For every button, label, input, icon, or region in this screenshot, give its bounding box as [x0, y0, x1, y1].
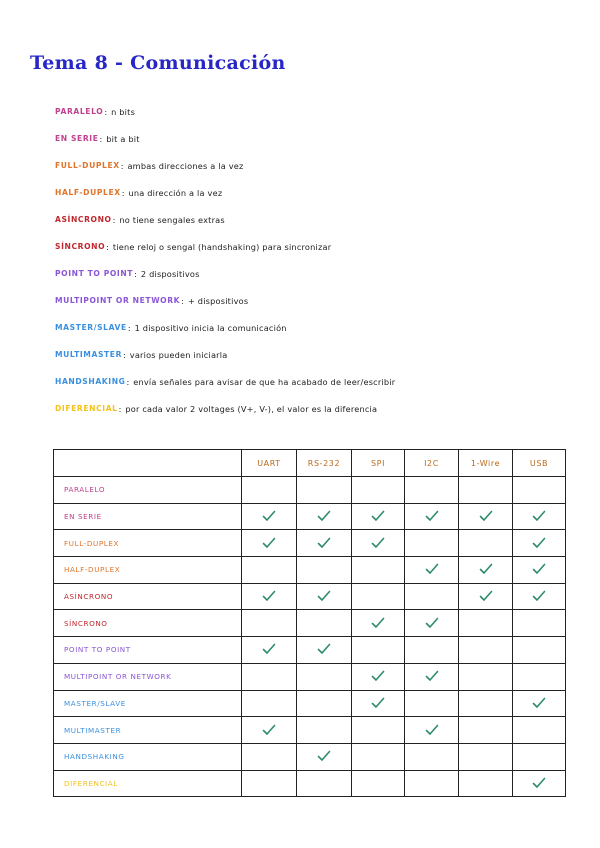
definition-term: MULTIMASTER — [55, 350, 123, 359]
definition-description: + dispositivos — [187, 295, 249, 306]
checkmark-icon — [425, 507, 439, 519]
table-corner-cell — [54, 450, 242, 477]
table-row — [54, 690, 566, 717]
table-cell — [242, 717, 297, 744]
table-cell — [297, 477, 352, 504]
definition-separator: : — [120, 160, 124, 171]
table-cell — [297, 663, 352, 690]
table-cell — [242, 557, 297, 584]
checkmark-icon — [532, 694, 546, 706]
row-label: ASÍNCRONO — [54, 583, 242, 610]
table-cell — [513, 743, 566, 770]
checkmark-icon — [371, 534, 385, 546]
definition-term: FULL-DUPLEX — [55, 161, 120, 170]
checkmark-icon — [317, 587, 331, 599]
definition-separator: : — [104, 106, 108, 117]
definition-item — [55, 179, 575, 206]
table-cell — [459, 583, 513, 610]
table-cell — [459, 503, 513, 530]
checkmark-icon — [532, 534, 546, 546]
table-cell — [405, 530, 459, 557]
table-cell — [405, 690, 459, 717]
table-cell — [242, 770, 297, 797]
table-cell — [405, 663, 459, 690]
checkmark-icon — [262, 534, 276, 546]
table-cell — [405, 637, 459, 664]
checkmark-icon — [532, 507, 546, 519]
checkmark-icon — [262, 507, 276, 519]
table-cell — [352, 717, 405, 744]
table-cell — [297, 717, 352, 744]
table-cell — [513, 610, 566, 637]
checkmark-icon — [479, 507, 493, 519]
table-cell — [405, 743, 459, 770]
table-cell — [297, 530, 352, 557]
definition-description: ambas direcciones a la vez — [127, 160, 244, 171]
definition-item — [55, 233, 575, 260]
definition-separator: : — [127, 322, 131, 333]
table-cell — [513, 663, 566, 690]
table-cell — [352, 477, 405, 504]
column-header: SPI — [352, 450, 405, 477]
table-cell — [513, 637, 566, 664]
table-cell — [242, 663, 297, 690]
table-cell — [297, 503, 352, 530]
checkmark-icon — [371, 614, 385, 626]
definition-term: DIFERENCIAL — [55, 404, 118, 413]
definition-separator: : — [112, 214, 116, 225]
table-cell — [513, 557, 566, 584]
table-cell — [513, 583, 566, 610]
table-cell — [352, 690, 405, 717]
definition-term: ASÍNCRONO — [55, 215, 112, 224]
row-label: HALF-DUPLEX — [54, 557, 242, 584]
table-cell — [513, 477, 566, 504]
checkmark-icon — [371, 667, 385, 679]
table-row — [54, 717, 566, 744]
definition-description: 1 dispositivo inicia la comunicación — [134, 322, 287, 333]
checkmark-icon — [532, 560, 546, 572]
table-cell — [459, 530, 513, 557]
table-cell — [459, 663, 513, 690]
definition-separator: : — [181, 295, 184, 306]
definition-separator: : — [121, 187, 125, 198]
definition-description: no tiene sengales extras — [119, 214, 225, 225]
definition-separator: : — [123, 349, 126, 360]
definition-separator: : — [126, 376, 130, 387]
table-cell — [352, 610, 405, 637]
row-label: MASTER/SLAVE — [54, 690, 242, 717]
table-cell — [242, 743, 297, 770]
row-label: SÍNCRONO — [54, 610, 242, 637]
table-row — [54, 477, 566, 504]
table-row — [54, 610, 566, 637]
definition-description: n bits — [111, 106, 136, 117]
table-cell — [297, 690, 352, 717]
definition-separator: : — [118, 403, 122, 414]
row-label: FULL-DUPLEX — [54, 530, 242, 557]
table-cell — [352, 530, 405, 557]
definition-term: EN SERIE — [55, 134, 99, 143]
table-cell — [297, 583, 352, 610]
table-cell — [513, 530, 566, 557]
table-cell — [405, 583, 459, 610]
table-cell — [459, 477, 513, 504]
table-body — [54, 477, 566, 797]
definition-term: PARALELO — [55, 107, 104, 116]
table-cell — [513, 690, 566, 717]
row-label: EN SERIE — [54, 503, 242, 530]
checkmark-icon — [479, 587, 493, 599]
row-label: DIFERENCIAL — [54, 770, 242, 797]
checkmark-icon — [262, 640, 276, 652]
checkmark-icon — [371, 694, 385, 706]
table-row — [54, 637, 566, 664]
definition-separator: : — [106, 241, 109, 252]
checkmark-icon — [425, 721, 439, 733]
definition-description: bit a bit — [106, 133, 140, 144]
table-row — [54, 530, 566, 557]
definition-item — [55, 314, 575, 341]
table-cell — [459, 637, 513, 664]
checkmark-icon — [317, 507, 331, 519]
table-cell — [242, 530, 297, 557]
column-header: UART — [242, 450, 297, 477]
row-label: MULTIMASTER — [54, 717, 242, 744]
table-cell — [459, 770, 513, 797]
table-cell — [459, 743, 513, 770]
definition-item — [55, 152, 575, 179]
column-header: RS-232 — [297, 450, 352, 477]
definitions-list — [55, 98, 575, 422]
table-cell — [352, 583, 405, 610]
row-label: MULTIPOINT OR NETWORK — [54, 663, 242, 690]
column-header: USB — [513, 450, 566, 477]
definition-item — [55, 206, 575, 233]
table-cell — [405, 557, 459, 584]
row-label: HANDSHAKING — [54, 743, 242, 770]
row-label: POINT TO POINT — [54, 637, 242, 664]
table-cell — [242, 690, 297, 717]
definition-description: una dirección a la vez — [128, 187, 223, 198]
page-title: Tema 8 - Comunicación — [30, 52, 286, 74]
definition-description: envía señales para avisar de que ha acabado de leer/escribir — [133, 376, 396, 387]
definition-item — [55, 287, 575, 314]
table-cell — [352, 637, 405, 664]
table-cell — [405, 717, 459, 744]
checkmark-icon — [425, 667, 439, 679]
table-cell — [405, 610, 459, 637]
definition-separator: : — [99, 133, 103, 144]
table-cell — [405, 770, 459, 797]
table-cell — [297, 637, 352, 664]
table-cell — [513, 717, 566, 744]
checkmark-icon — [479, 560, 493, 572]
checkmark-icon — [317, 534, 331, 546]
table-cell — [459, 610, 513, 637]
table-row — [54, 770, 566, 797]
definition-term: MULTIPOINT OR NETWORK — [55, 296, 181, 305]
checkmark-icon — [317, 640, 331, 652]
table-row — [54, 663, 566, 690]
checkmark-icon — [371, 507, 385, 519]
checkmark-icon — [317, 747, 331, 759]
definition-term: HALF-DUPLEX — [55, 188, 121, 197]
checkmark-icon — [532, 587, 546, 599]
definition-item — [55, 368, 575, 395]
table-cell — [352, 503, 405, 530]
table-row — [54, 503, 566, 530]
definition-separator: : — [134, 268, 137, 279]
column-header: I2C — [405, 450, 459, 477]
definition-description: varios pueden iniciarla — [129, 349, 228, 360]
definition-term: POINT TO POINT — [55, 269, 134, 278]
definition-item — [55, 125, 575, 152]
table-cell — [459, 690, 513, 717]
table-cell — [297, 610, 352, 637]
table-cell — [405, 477, 459, 504]
row-label: PARALELO — [54, 477, 242, 504]
table-cell — [405, 503, 459, 530]
checkmark-icon — [262, 721, 276, 733]
table-cell — [297, 743, 352, 770]
table-row — [54, 743, 566, 770]
checkmark-icon — [262, 587, 276, 599]
table-cell — [513, 770, 566, 797]
column-header: 1-Wire — [459, 450, 513, 477]
checkmark-icon — [425, 614, 439, 626]
definition-item — [55, 341, 575, 368]
table-header-row — [54, 450, 566, 477]
definition-description: tiene reloj o sengal (handshaking) para sincronizar — [112, 241, 332, 252]
comparison-table — [53, 449, 566, 797]
table-cell — [352, 663, 405, 690]
checkmark-icon — [532, 774, 546, 786]
definition-item — [55, 98, 575, 125]
table-cell — [459, 717, 513, 744]
table-cell — [352, 743, 405, 770]
table-cell — [242, 637, 297, 664]
table-cell — [242, 477, 297, 504]
definition-term: SÍNCRONO — [55, 242, 106, 251]
definition-term: MASTER/SLAVE — [55, 323, 127, 332]
table-cell — [352, 557, 405, 584]
table-cell — [459, 557, 513, 584]
table-cell — [297, 770, 352, 797]
table-cell — [242, 583, 297, 610]
definition-description: por cada valor 2 voltages (V+, V-), el valor es la diferencia — [125, 403, 378, 414]
checkmark-icon — [425, 560, 439, 572]
definition-description: 2 dispositivos — [140, 268, 200, 279]
table-cell — [242, 503, 297, 530]
definition-item — [55, 395, 575, 422]
table-cell — [242, 610, 297, 637]
table-row — [54, 583, 566, 610]
table-row — [54, 557, 566, 584]
table-cell — [352, 770, 405, 797]
table-cell — [513, 503, 566, 530]
definition-item — [55, 260, 575, 287]
definition-term: HANDSHAKING — [55, 377, 126, 386]
table-cell — [297, 557, 352, 584]
